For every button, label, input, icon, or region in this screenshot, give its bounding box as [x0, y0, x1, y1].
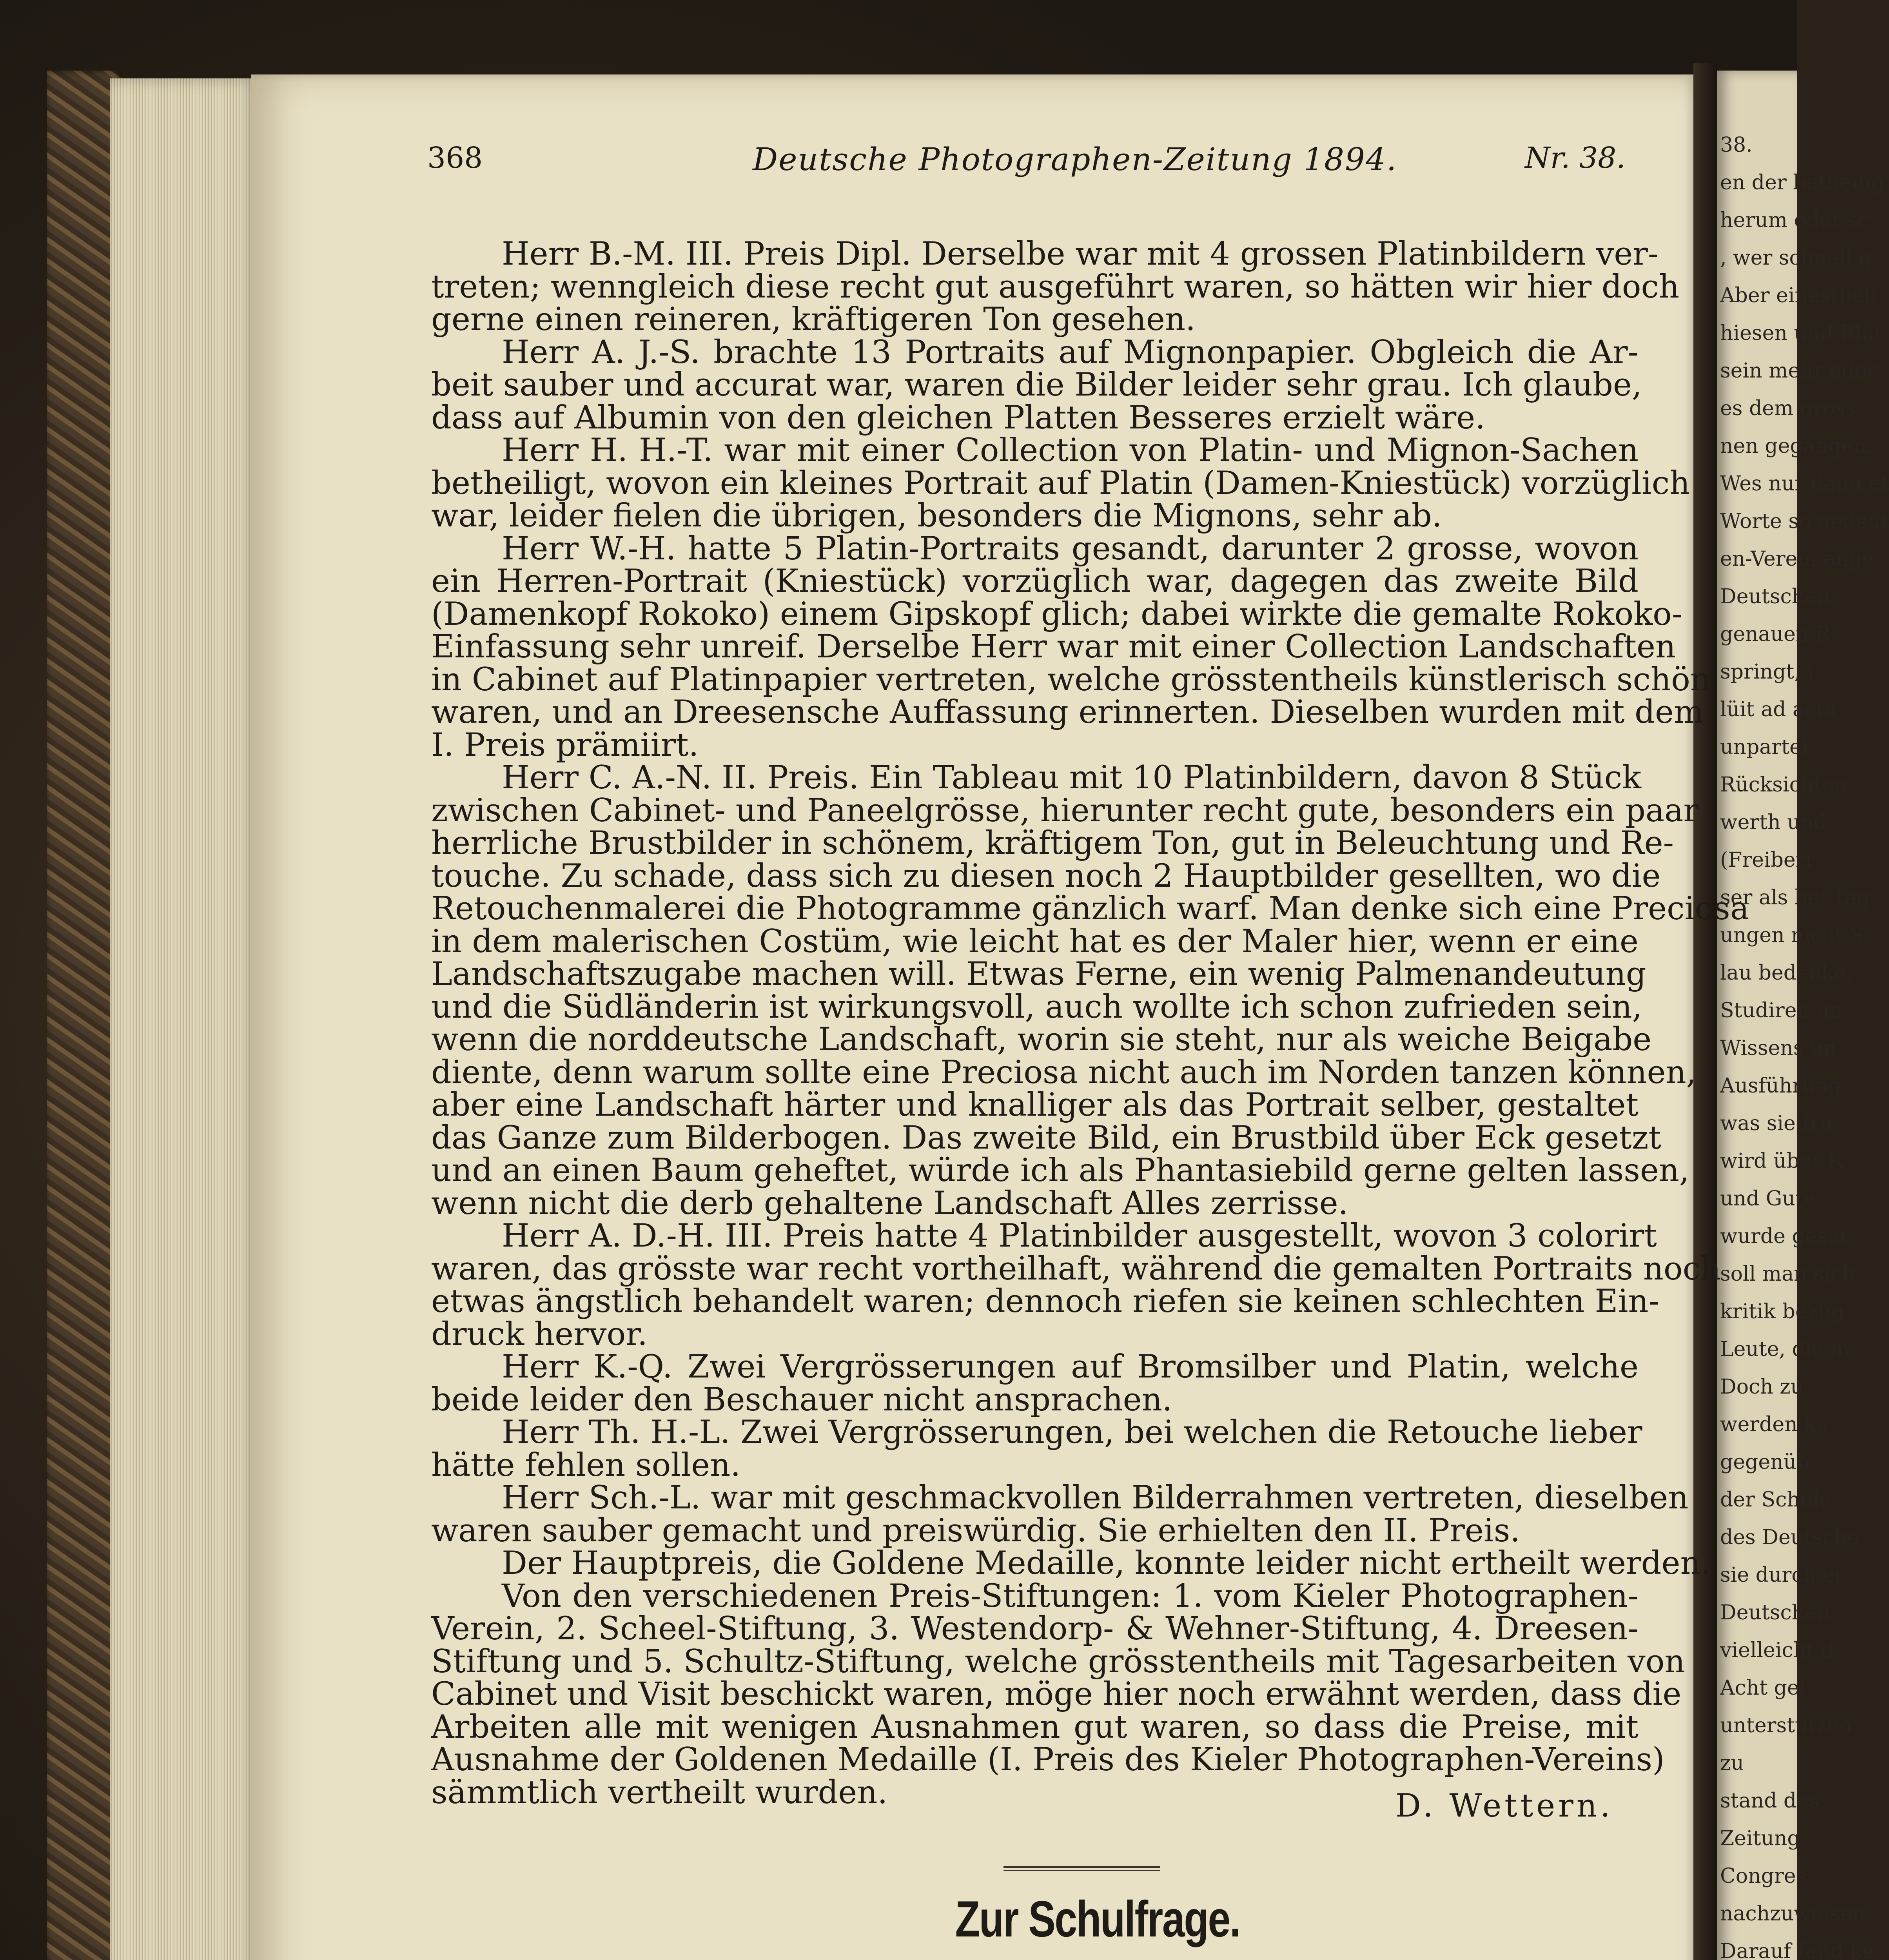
adjacent-page-text: en-Verein ange [1720, 547, 1874, 571]
adjacent-page-text: Deutschen [1720, 1601, 1830, 1624]
adjacent-page-text: sein mehr oder [1720, 359, 1877, 383]
issue-number: Nr. 38. [1525, 141, 1626, 175]
text-line: betheiligt, wovon ein kleines Portrait auf Platin (Damen-Kniestück) vorzüglich [431, 465, 1690, 502]
text-line: sämmtlich vertheilt wurden. [431, 1774, 888, 1811]
adjacent-page-text: , wer schnell g [1720, 246, 1872, 270]
text-line: herrliche Brustbilder in schönem, kräftigem Ton, gut in Beleuchtung und Re- [431, 825, 1674, 862]
text-line: und die Südländerin ist wirkungsvoll, auch wollte ich schon zufrieden sein, [431, 988, 1642, 1025]
text-line: Herr B.-M. III. Preis Dipl. Derselbe war mit 4 grossen Platinbildern ver- [502, 236, 1659, 272]
adjacent-page-text: Zeitung [1720, 1827, 1800, 1850]
adjacent-page-text: hiesen und Blut [1720, 321, 1883, 345]
adjacent-page-text: Darauf fand ke [1720, 1940, 1874, 1960]
section-divider [1003, 1866, 1160, 1871]
page-number: 368 [427, 141, 483, 175]
adjacent-page-text: Doch zu [1720, 1375, 1804, 1399]
text-line: Einfassung sehr unreif. Derselbe Herr war mit einer Collection Landschaften [431, 628, 1676, 665]
text-line: wenn nicht die derb gehaltene Landschaft Alles zerrisse. [431, 1185, 1348, 1222]
text-line: Landschaftszugabe machen will. Etwas Ferne, ein wenig Palmenandeutung [431, 956, 1646, 993]
text-line: waren, das grösste war recht vortheilhaft, während die gemalten Portraits noch [431, 1250, 1721, 1287]
text-line: druck hervor. [431, 1316, 648, 1353]
text-line: treten; wenngleich diese recht gut ausgeführt waren, so hätten wir hier doch [431, 268, 1680, 305]
text-line: hätte fehlen sollen. [431, 1446, 741, 1484]
adjacent-page-text: Deutschen [1720, 585, 1830, 608]
adjacent-page-text: Congres [1720, 1864, 1807, 1888]
text-line: etwas ängstlich behandelt waren; dennoch riefen sie keinen schlechten Ein- [431, 1283, 1659, 1320]
adjacent-page-text: Ausführung [1720, 1074, 1842, 1098]
text-line: (Damenkopf Rokoko) einem Gipskopf glich; dabei wirkte die gemalte Rokoko- [431, 595, 1683, 633]
text-line: das Ganze zum Bilderbogen. Das zweite Bild, ein Brustbild über Eck gesetzt [431, 1119, 1661, 1156]
adjacent-page-text: zu [1720, 1751, 1744, 1775]
text-line: Retouchenmalerei die Photogramme gänzlich warf. Man denke sich eine Preciosa [431, 890, 1749, 927]
adjacent-page-text: nachzuweisen [1720, 1902, 1865, 1926]
adjacent-page-text: unpartei [1720, 735, 1808, 759]
adjacent-page-text: kritik bezüg [1720, 1300, 1844, 1323]
text-line: war, leider fielen die übrigen, besonders die Mignons, sehr ab. [431, 497, 1442, 534]
text-line: Arbeiten alle mit wenigen Ausnahmen gut waren, so dass die Preise, mit [431, 1708, 1639, 1746]
text-line: Herr C. A.-N. II. Preis. Ein Tableau mit 10 Platinbildern, davon 8 Stück [502, 759, 1642, 796]
adjacent-page-text: en der betheilig [1720, 171, 1884, 194]
adjacent-page-text: springt, i [1720, 660, 1814, 684]
section-heading: Zur Schulfrage. [955, 1890, 1240, 1947]
adjacent-page-text: ser als bei Tag [1720, 886, 1870, 909]
text-line: Verein, 2. Scheel-Stiftung, 3. Westendorp- & Wehner-Stiftung, 4. Dreesen- [431, 1610, 1639, 1647]
text-line: Herr K.-Q. Zwei Vergrösserungen auf Bromsilber und Platin, welche [502, 1348, 1639, 1385]
adjacent-page-text: genauen R [1720, 622, 1831, 646]
text-line: Herr Th. H.-L. Zwei Vergrösserungen, bei welchen die Retouche lieber [502, 1414, 1642, 1451]
adjacent-page-text: werth und [1720, 811, 1827, 834]
adjacent-page-text: es dem gross [1720, 397, 1856, 420]
text-line: Herr A. D.-H. III. Preis hatte 4 Platinbilder ausgestellt, wovon 3 colorirt [502, 1218, 1657, 1254]
adjacent-page-text: Wissens un [1720, 1036, 1836, 1060]
adjacent-page-text: Aber einestheil [1720, 284, 1877, 307]
adjacent-page-text: der Schule [1720, 1488, 1832, 1512]
adjacent-page-text: vielleicht d [1720, 1639, 1834, 1662]
adjacent-page-text: gegenüb [1720, 1450, 1810, 1474]
text-line: waren sauber gemacht und preiswürdig. Sie erhielten den II. Preis. [431, 1512, 1521, 1549]
journal-title: Deutsche Photographen-Zeitung 1894. [753, 141, 1397, 178]
text-line: Herr H. H.-T. war mit einer Collection von Platin- und Mignon-Sachen [502, 432, 1639, 469]
adjacent-page-text: Rücksichten [1720, 773, 1847, 797]
adjacent-page-text: Studiren un [1720, 999, 1843, 1022]
text-line: ein Herren-Portrait (Kniestück) vorzüglich war, dagegen das zweite Bild [431, 563, 1639, 600]
adjacent-page-text: Wes nur dann et [1720, 472, 1889, 495]
text-line: gerne einen reineren, kräftigeren Ton gesehen. [431, 301, 1196, 338]
text-line: Herr A. J.-S. brachte 13 Portraits auf Mignonpapier. Obgleich die Ar- [502, 334, 1639, 371]
adjacent-page-text: sie durch ei [1720, 1563, 1841, 1587]
adjacent-page-text: Worte so gedeut [1720, 510, 1889, 533]
text-line: Ausnahme der Goldenen Medaille (I. Preis des Kieler Photographen-Vereins) [431, 1741, 1665, 1778]
adjacent-page-text: werden ka [1720, 1413, 1829, 1436]
adjacent-page-text: Leute, die in [1720, 1338, 1850, 1361]
text-line: waren, und an Dreesensche Auffassung erinnerten. Dieselben wurden mit dem [431, 694, 1704, 731]
text-line: beide leider den Beschauer nicht ansprachen. [431, 1381, 1172, 1418]
adjacent-page-text: ungen nicht S [1720, 924, 1864, 947]
adjacent-page-text: Acht gel [1720, 1676, 1806, 1700]
adjacent-page-text: herum oder sc [1720, 209, 1870, 232]
text-line: Herr W.-H. hatte 5 Platin-Portraits gesandt, darunter 2 grosse, wovon [502, 530, 1639, 567]
adjacent-page-text: unterstützen [1720, 1714, 1853, 1737]
text-line: Von den verschiedenen Preis-Stiftungen: 1. vom Kieler Photographen- [502, 1577, 1639, 1615]
adjacent-page-text: lau bedenke, [1720, 961, 1853, 985]
adjacent-page-text: wird über R [1720, 1149, 1843, 1173]
text-line: wenn die norddeutsche Landschaft, worin sie steht, nur als weiche Beigabe [431, 1021, 1652, 1058]
text-line: diente, denn warum sollte eine Preciosa nicht auch im Norden tanzen können, [431, 1054, 1697, 1091]
text-line: zwischen Cabinet- und Paneelgrösse, hierunter recht gute, besonders ein paar [431, 792, 1699, 829]
author-signature: D. Wettern. [1395, 1788, 1613, 1824]
adjacent-page-text: was sie frü [1720, 1112, 1833, 1135]
adjacent-page-text: stand des [1720, 1789, 1819, 1813]
adjacent-page-text: nen gegangen, [1720, 434, 1873, 458]
text-line: dass auf Albumin von den gleichen Platten Besseres erzielt wäre. [431, 399, 1485, 436]
text-line: touche. Zu schade, dass sich zu diesen noch 2 Hauptbilder gesellten, wo die [431, 857, 1661, 895]
adjacent-page-text: 38. [1720, 133, 1753, 157]
text-line: Stiftung und 5. Schultz-Stiftung, welche grösstentheils mit Tagesarbeiten von [431, 1643, 1685, 1680]
text-line: Der Hauptpreis, die Goldene Medaille, konnte leider nicht ertheilt werden. [502, 1545, 1711, 1582]
adjacent-page-text: wurde gesät, [1720, 1225, 1855, 1248]
adjacent-page-text: des Deutsche [1720, 1526, 1859, 1549]
adjacent-page-text: (Freiberr [1720, 848, 1815, 872]
text-line: in dem malerischen Costüm, wie leicht hat es der Maler hier, wenn er eine [431, 923, 1639, 960]
adjacent-page-text: und Gute, [1720, 1187, 1822, 1210]
text-line: aber eine Landschaft härter und knalliger als das Portrait selber, gestaltet [431, 1087, 1639, 1123]
text-line: Cabinet und Visit beschickt waren, möge hier noch erwähnt werden, dass die [431, 1676, 1682, 1713]
text-line: in Cabinet auf Platinpapier vertreten, welche grösstentheils künstlerisch schön [431, 661, 1711, 698]
text-line: Herr Sch.-L. war mit geschmackvollen Bilderrahmen vertreten, dieselben [502, 1479, 1689, 1516]
text-line: und an einen Baum geheftet, würde ich als Phantasiebild gerne gelten lassen, [431, 1152, 1689, 1189]
adjacent-page-text: lüit ad acta [1720, 698, 1837, 721]
text-line: I. Preis prämiirt. [431, 726, 699, 764]
adjacent-page-text: soll man sich [1720, 1262, 1855, 1286]
text-line: beit sauber und accurat war, waren die Bilder leider sehr grau. Ich glaube, [431, 367, 1642, 403]
